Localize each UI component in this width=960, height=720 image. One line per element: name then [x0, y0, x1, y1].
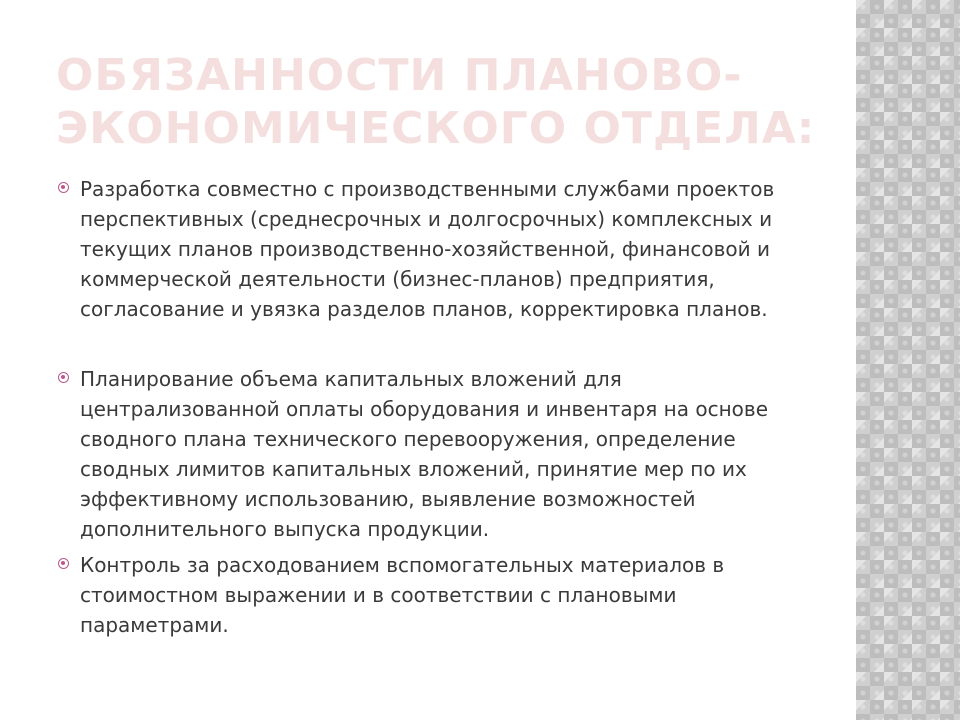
bullet-list	[58, 174, 818, 640]
bullet-item-capital-planning	[58, 364, 818, 544]
bullet-item-development-plans	[58, 174, 818, 324]
slide-title: ОБЯЗАННОСТИ ПЛАНОВО-ЭКОНОМИЧЕСКОГО ОТДЕЛА:	[56, 50, 816, 154]
decorative-side-panel	[856, 0, 960, 720]
circle-bullet-icon	[58, 182, 69, 193]
circle-bullet-icon	[58, 372, 69, 383]
bullet-text: Планирование объема капитальных вложений для централизованной оплаты оборудования и инвентаря на основе сводного плана технического перевооружения, определение сводных лимитов капитальных вложений, принятие мер по их эффективному использованию, выявление возможностей дополнительного выпуска продукции.	[80, 367, 769, 541]
bullet-text: Контроль за расходованием вспомогательных материалов в стоимостном выражении и в соответствии с плановыми параметрами.	[80, 553, 725, 637]
circle-bullet-icon	[58, 558, 69, 569]
bullet-item-materials-control	[58, 550, 818, 640]
bullet-text: Разработка совместно с производственными службами проектов перспективных (среднесрочных и долгосрочных) комплексных и текущих планов производственно-хозяйственной, финансовой и коммерческой деятельности (бизнес-планов) предприятия, согласование и увязка разделов планов, корректировка планов.	[80, 177, 775, 321]
